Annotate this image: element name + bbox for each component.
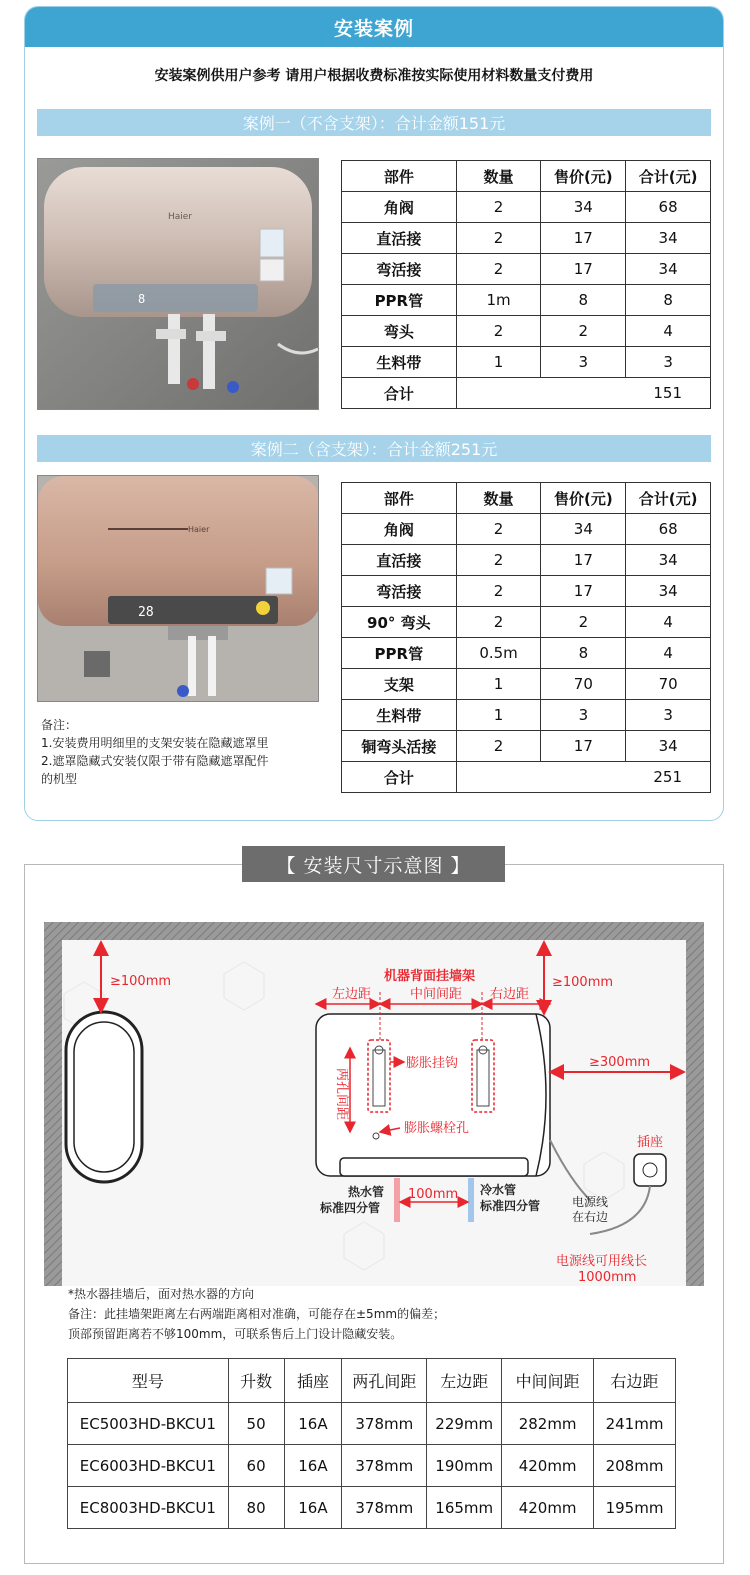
table-row <box>342 192 711 223</box>
table-row <box>68 1403 676 1445</box>
table-cell: 2 <box>456 607 541 638</box>
table-cell: 生料带 <box>342 700 457 731</box>
table-cell: 378mm <box>342 1487 427 1529</box>
table-cell: 229mm <box>427 1403 502 1445</box>
dimension-title: 【 安装尺寸示意图 】 <box>242 846 505 882</box>
svg-text:8: 8 <box>138 292 146 306</box>
table-cell: 34 <box>541 514 626 545</box>
table-row <box>342 545 711 576</box>
table-cell: 3 <box>626 700 711 731</box>
table-cell: 8 <box>541 285 626 316</box>
top-right-clearance-label: ≥100mm <box>552 975 614 990</box>
table-header-row <box>342 161 711 192</box>
col-hole-spacing: 两孔间距 <box>342 1359 427 1403</box>
table-cell: 17 <box>541 576 626 607</box>
table-cell: 420mm <box>502 1445 594 1487</box>
note-line: 备注：此挂墙架距离左右两端距离相对准确，可能存在±5mm的偏差； <box>68 1307 446 1321</box>
top-left-clearance-label: ≥100mm <box>110 974 172 989</box>
table-cell: 1 <box>456 669 541 700</box>
table-cell: 弯头 <box>342 316 457 347</box>
table-header-row <box>342 483 711 514</box>
table-cell: 2 <box>541 607 626 638</box>
table-cell: 2 <box>456 254 541 285</box>
table-row <box>342 347 711 378</box>
table-cell: 弯活接 <box>342 254 457 285</box>
heater-control-panel <box>340 1158 528 1176</box>
table-row <box>342 700 711 731</box>
table-row <box>342 731 711 762</box>
table-cell: 34 <box>626 254 711 285</box>
table-cell: EC6003HD-BKCU1 <box>68 1445 229 1487</box>
table-cell: PPR管 <box>342 285 457 316</box>
table-cell: 3 <box>541 347 626 378</box>
case1-photo <box>37 158 319 410</box>
table-cell: 生料带 <box>342 347 457 378</box>
table-cell: 弯活接 <box>342 576 457 607</box>
table-cell: EC5003HD-BKCU1 <box>68 1403 229 1445</box>
table-cell: 角阀 <box>342 514 457 545</box>
pipe-spacing-label: 100mm <box>408 1187 459 1202</box>
table-cell: 420mm <box>502 1487 594 1529</box>
left-margin-label: 左边距 <box>332 987 372 1002</box>
table-cell: 282mm <box>502 1403 594 1445</box>
col-price: 售价(元) <box>541 483 626 514</box>
case1-price-table <box>341 160 711 409</box>
table-cell: 195mm <box>594 1487 676 1529</box>
table-row <box>68 1445 676 1487</box>
total-label: 合计 <box>342 378 457 409</box>
expansion-hook-label: 膨胀挂钩 <box>406 1056 459 1071</box>
table-cell: 34 <box>626 576 711 607</box>
table-cell: 34 <box>541 192 626 223</box>
case1-title-bar: 案例一（不含支架）：合计金额151元 <box>37 109 711 136</box>
note-line: 的机型 <box>41 772 78 786</box>
table-cell: 16A <box>284 1403 342 1445</box>
cases-subtitle: 安装案例供用户参考 请用户根据收费标准按实际使用材料数量支付费用 <box>154 68 594 84</box>
power-length-value: 1000mm <box>578 1270 637 1285</box>
table-cell: 3 <box>626 347 711 378</box>
installation-cases-card <box>24 6 724 821</box>
dimension-notes <box>68 1284 445 1344</box>
case2-photo <box>37 475 319 702</box>
table-cell: 8 <box>626 285 711 316</box>
right-clearance-label: ≥300mm <box>589 1055 651 1070</box>
table-cell: 190mm <box>427 1445 502 1487</box>
table-cell: 4 <box>626 638 711 669</box>
col-total: 合计(元) <box>626 161 711 192</box>
table-cell: 50 <box>228 1403 284 1445</box>
table-cell: 16A <box>284 1445 342 1487</box>
table-cell: 2 <box>456 514 541 545</box>
note-line: 备注： <box>41 718 78 732</box>
expansion-bolt-hole-label: 膨胀螺栓孔 <box>404 1121 470 1136</box>
model-spec-table <box>67 1358 676 1529</box>
table-cell: 17 <box>541 545 626 576</box>
table-cell: 1 <box>456 347 541 378</box>
table-cell: 1m <box>456 285 541 316</box>
table-row <box>342 285 711 316</box>
table-cell: 34 <box>626 545 711 576</box>
table-cell: 2 <box>456 731 541 762</box>
power-line-label-2: 在右边 <box>572 1210 609 1224</box>
table-cell: 2 <box>456 545 541 576</box>
col-qty: 数量 <box>456 161 541 192</box>
col-model: 型号 <box>68 1359 229 1403</box>
table-row <box>342 316 711 347</box>
col-qty: 数量 <box>456 483 541 514</box>
cold-pipe-spec: 标准四分管 <box>480 1199 541 1213</box>
socket-label: 插座 <box>637 1135 664 1150</box>
table-cell: 直活接 <box>342 223 457 254</box>
total-value: 251 <box>456 762 710 793</box>
total-value: 151 <box>456 378 710 409</box>
table-cell: 60 <box>228 1445 284 1487</box>
table-cell: 208mm <box>594 1445 676 1487</box>
table-cell: 378mm <box>342 1445 427 1487</box>
col-price: 售价(元) <box>541 161 626 192</box>
col-total: 合计(元) <box>626 483 711 514</box>
total-row <box>342 378 711 409</box>
table-cell: 铜弯头活接 <box>342 731 457 762</box>
table-cell: 17 <box>541 254 626 285</box>
table-cell: 241mm <box>594 1403 676 1445</box>
total-label: 合计 <box>342 762 457 793</box>
cold-pipe <box>468 1178 474 1222</box>
table-cell: 34 <box>626 223 711 254</box>
table-cell: 80 <box>228 1487 284 1529</box>
table-cell: 直活接 <box>342 545 457 576</box>
note-line: 1.安装费用明细里的支架安装在隐藏遮罩里 <box>41 736 269 750</box>
case2-price-table <box>341 482 711 793</box>
table-cell: 68 <box>626 192 711 223</box>
table-cell: 70 <box>626 669 711 700</box>
table-cell: 68 <box>626 514 711 545</box>
table-cell: 8 <box>541 638 626 669</box>
table-cell: 3 <box>541 700 626 731</box>
table-row <box>342 514 711 545</box>
hole-spacing-label: 两孔间距 <box>334 1068 349 1121</box>
svg-text:28: 28 <box>138 605 154 620</box>
table-row <box>342 223 711 254</box>
power-line-label: 电源线 <box>572 1195 609 1209</box>
hot-pipe-label: 热水管 <box>348 1185 385 1199</box>
installation-dimension-diagram <box>44 922 704 1286</box>
socket-icon <box>634 1154 666 1186</box>
table-cell: 2 <box>456 576 541 607</box>
total-row <box>342 762 711 793</box>
table-cell: 17 <box>541 223 626 254</box>
table-cell: 2 <box>541 316 626 347</box>
table-row <box>342 254 711 285</box>
heater-body <box>316 1014 550 1176</box>
table-cell: 378mm <box>342 1403 427 1445</box>
right-margin-label: 右边距 <box>490 987 530 1002</box>
table-row <box>342 669 711 700</box>
hot-pipe-spec: 标准四分管 <box>320 1201 381 1215</box>
table-row <box>68 1487 676 1529</box>
table-row <box>342 576 711 607</box>
table-cell: PPR管 <box>342 638 457 669</box>
col-socket: 插座 <box>284 1359 342 1403</box>
table-cell: 2 <box>456 223 541 254</box>
table-cell: 90° 弯头 <box>342 607 457 638</box>
table-cell: 角阀 <box>342 192 457 223</box>
svg-text:Haier: Haier <box>188 525 210 534</box>
table-cell: 16A <box>284 1487 342 1529</box>
col-part: 部件 <box>342 483 457 514</box>
case2-title-bar: 案例二（含支架）：合计金额251元 <box>37 435 711 462</box>
power-length-label: 电源线可用线长 <box>556 1254 648 1269</box>
table-cell: 2 <box>456 316 541 347</box>
table-cell: 4 <box>626 316 711 347</box>
note-line: *热水器挂墙后，面对热水器的方向 <box>68 1287 255 1301</box>
table-cell: 2 <box>456 192 541 223</box>
svg-text:Haier: Haier <box>168 212 193 222</box>
table-cell: 70 <box>541 669 626 700</box>
col-left-margin: 左边距 <box>427 1359 502 1403</box>
table-cell: 1 <box>456 700 541 731</box>
table-cell: 支架 <box>342 669 457 700</box>
cases-header: 安装案例 <box>25 7 723 47</box>
table-cell: 4 <box>626 607 711 638</box>
hot-pipe <box>394 1178 400 1222</box>
case-notes <box>41 716 268 788</box>
table-cell: 165mm <box>427 1487 502 1529</box>
middle-spacing-label: 中间间距 <box>410 987 463 1002</box>
col-liters: 升数 <box>228 1359 284 1403</box>
table-cell: EC8003HD-BKCU1 <box>68 1487 229 1529</box>
col-right-margin: 右边距 <box>594 1359 676 1403</box>
table-row <box>342 638 711 669</box>
note-line: 顶部预留距离若不够100mm，可联系售后上门设计隐藏安装。 <box>68 1327 403 1341</box>
col-middle-spacing: 中间间距 <box>502 1359 594 1403</box>
note-line: 2.遮罩隐藏式安装仅限于带有隐藏遮罩配件 <box>41 754 269 768</box>
bracket-title: 机器背面挂墙架 <box>384 969 476 984</box>
table-row <box>342 607 711 638</box>
cold-pipe-label: 冷水管 <box>480 1183 517 1197</box>
table-cell: 0.5m <box>456 638 541 669</box>
table-header-row <box>68 1359 676 1403</box>
table-cell: 17 <box>541 731 626 762</box>
col-part: 部件 <box>342 161 457 192</box>
table-cell: 34 <box>626 731 711 762</box>
